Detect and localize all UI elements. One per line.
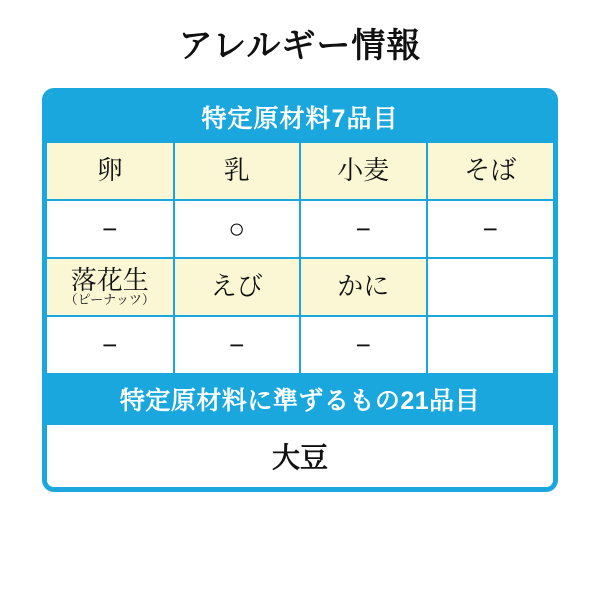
allergen-name-wheat <box>300 142 427 200</box>
allergen-value-shrimp-mark: − <box>229 329 245 360</box>
allergen-name-soy: 大豆 <box>47 424 553 487</box>
table-row-soy <box>47 424 553 487</box>
allergen-value-milk <box>174 200 301 258</box>
allergy-table-container <box>42 88 558 492</box>
allergen-value-crab <box>300 316 427 374</box>
allergen-name-peanut-label: 落花生 <box>70 265 149 296</box>
allergen-name-buckwheat <box>427 142 554 200</box>
allergen-name-shrimp <box>174 258 301 316</box>
allergen-value-wheat-mark: − <box>355 213 371 244</box>
allergen-value-egg <box>47 200 174 258</box>
table-row-names-1 <box>47 142 553 200</box>
allergen-value-buckwheat-mark: − <box>482 213 498 244</box>
allergen-name-egg <box>47 142 174 200</box>
allergen-name-empty <box>427 258 554 316</box>
allergen-name-buckwheat-label: そば <box>464 155 517 186</box>
allergen-value-peanut-mark: − <box>102 329 118 360</box>
page-title: アレルギー情報 <box>178 27 422 65</box>
allergen-name-egg-label: 卵 <box>96 155 123 186</box>
allergen-value-wheat <box>300 200 427 258</box>
allergy-table <box>47 93 553 487</box>
header-twentyone-items: 特定原材料に準ずるもの21品目 <box>47 374 553 424</box>
table-row-values-1 <box>47 200 553 258</box>
allergen-name-wheat-label: 小麦 <box>337 155 390 186</box>
allergen-value-crab-mark: − <box>355 329 371 360</box>
allergen-value-milk-mark: ○ <box>228 212 246 244</box>
allergen-value-egg-mark: − <box>102 213 118 244</box>
allergen-name-peanut <box>47 258 174 316</box>
table-row-header-7 <box>47 93 553 142</box>
allergen-value-buckwheat <box>427 200 554 258</box>
header-seven-items: 特定原材料7品目 <box>47 93 553 142</box>
allergen-name-peanut-sublabel: （ピーナッツ） <box>64 292 155 308</box>
allergen-name-crab-label: かに <box>337 271 390 302</box>
table-row-header-21 <box>47 374 553 424</box>
allergen-name-shrimp-label: えび <box>210 271 263 302</box>
allergen-value-peanut <box>47 316 174 374</box>
table-row-names-2 <box>47 258 553 316</box>
allergen-name-crab <box>300 258 427 316</box>
allergen-value-empty <box>427 316 554 374</box>
table-row-values-2 <box>47 316 553 374</box>
allergen-name-milk <box>174 142 301 200</box>
allergen-name-milk-label: 乳 <box>223 155 250 186</box>
allergen-value-shrimp <box>174 316 301 374</box>
